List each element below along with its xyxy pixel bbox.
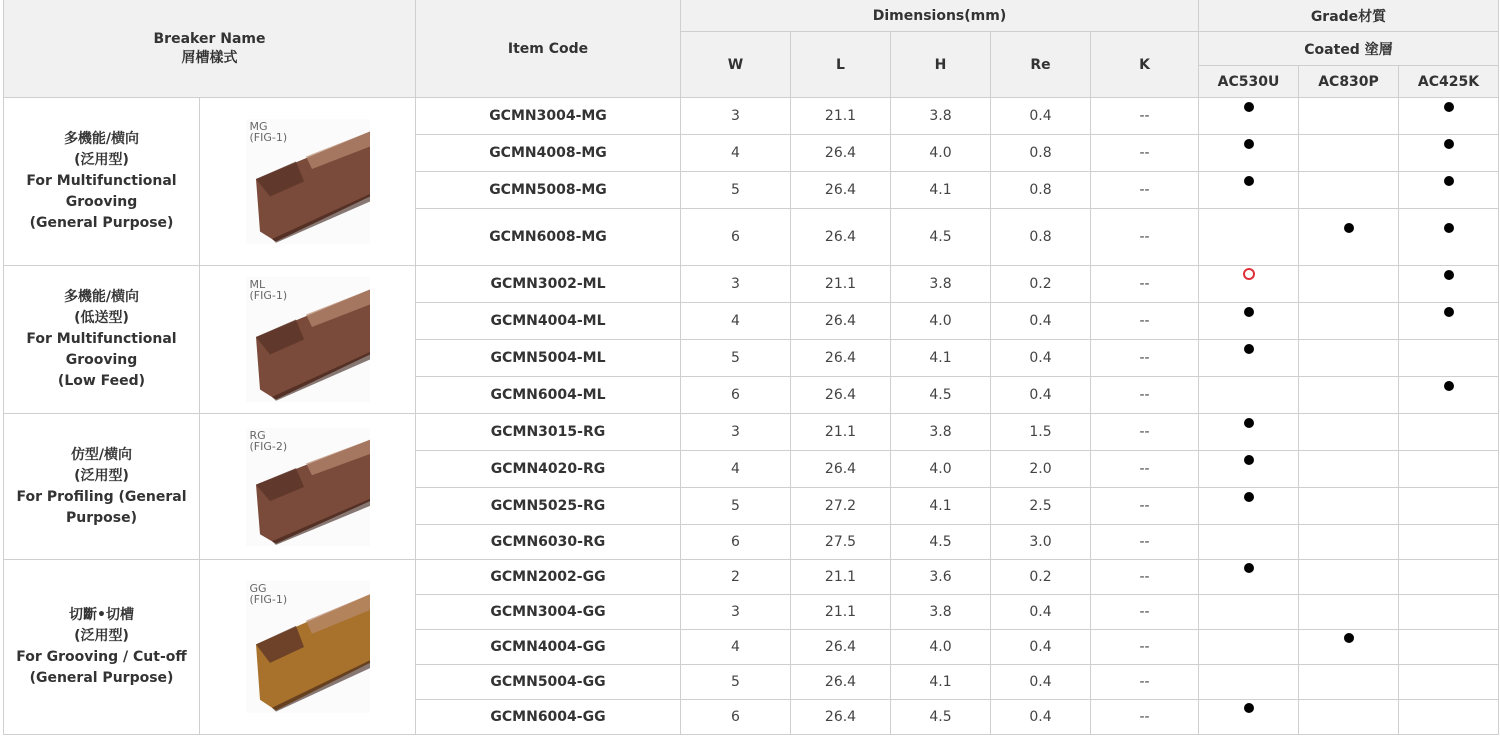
dim-w-cell: 4 — [681, 135, 791, 172]
dim-re-cell: 2.0 — [991, 451, 1091, 488]
breaker-name-line: (General Purpose) — [29, 670, 174, 686]
coated-header: Coated 塗層 — [1199, 32, 1499, 66]
dim-l-cell: 21.1 — [791, 266, 891, 303]
figure-caption-line: (FIG-2) — [249, 439, 288, 453]
dim-l-cell: 26.4 — [791, 303, 891, 340]
insert-photo — [246, 581, 370, 713]
product-table — [3, 0, 1499, 735]
filled-dot-icon — [1344, 223, 1354, 233]
grade-col-ac425k: AC425K — [1399, 66, 1499, 98]
item-code-cell: GCMN2002-GG — [416, 560, 681, 595]
grade-cell — [1399, 665, 1499, 700]
grade-cell — [1299, 303, 1399, 340]
grade-cell — [1399, 700, 1499, 735]
dim-w-cell: 3 — [681, 414, 791, 451]
grade-cell — [1399, 595, 1499, 630]
dim-l-cell: 21.1 — [791, 560, 891, 595]
dim-w-cell: 5 — [681, 340, 791, 377]
dim-k-cell: -- — [1091, 488, 1199, 525]
item-code-cell: GCMN5004-ML — [416, 340, 681, 377]
figure-caption-line: MG — [249, 120, 268, 133]
grade-cell — [1199, 451, 1299, 488]
dim-h-cell: 4.1 — [891, 488, 991, 525]
dim-k-cell: -- — [1091, 630, 1199, 665]
dim-re-cell: 0.4 — [991, 377, 1091, 414]
dim-k-cell: -- — [1091, 135, 1199, 172]
breaker-name-line: (低送型) — [74, 310, 129, 326]
dim-w-cell: 6 — [681, 700, 791, 735]
grade-cell — [1399, 172, 1499, 209]
dim-re-cell: 0.4 — [991, 98, 1091, 135]
dim-re-cell: 3.0 — [991, 525, 1091, 560]
dim-k-cell: -- — [1091, 340, 1199, 377]
filled-dot-icon — [1244, 176, 1254, 186]
grade-cell — [1299, 560, 1399, 595]
dim-h-cell: 4.1 — [891, 665, 991, 700]
dim-re-cell: 0.4 — [991, 630, 1091, 665]
grade-cell — [1299, 135, 1399, 172]
breaker-name-label: Breaker Name — [153, 30, 266, 47]
dim-k-cell: -- — [1091, 209, 1199, 266]
breaker-name-line: 多機能/横向 — [63, 131, 140, 147]
insert-photo — [246, 277, 370, 402]
breaker-name-line: 切斷•切槽 — [69, 607, 134, 623]
table-row — [4, 560, 1499, 595]
dim-l-cell: 27.5 — [791, 525, 891, 560]
figure-caption-line: GG — [249, 582, 267, 595]
grade-cell — [1299, 595, 1399, 630]
item-code-cell: GCMN6004-ML — [416, 377, 681, 414]
grade-cell — [1199, 488, 1299, 525]
dim-k-cell: -- — [1091, 98, 1199, 135]
table-body — [4, 98, 1499, 735]
filled-dot-icon — [1244, 344, 1254, 354]
dim-l-cell: 21.1 — [791, 595, 891, 630]
breaker-name-line: (泛用型) — [74, 152, 129, 168]
item-code-cell: GCMN3015-RG — [416, 414, 681, 451]
dim-l-cell: 26.4 — [791, 700, 891, 735]
grade-cell — [1399, 525, 1499, 560]
dim-h-cell: 4.0 — [891, 451, 991, 488]
filled-dot-icon — [1244, 139, 1254, 149]
item-code-cell: GCMN3004-MG — [416, 98, 681, 135]
dim-w-cell: 6 — [681, 377, 791, 414]
filled-dot-icon — [1444, 270, 1454, 280]
dim-k-cell: -- — [1091, 560, 1199, 595]
item-code-cell: GCMN6004-GG — [416, 700, 681, 735]
breaker-name-line: For Profiling (General — [16, 488, 187, 505]
grade-cell — [1199, 266, 1299, 303]
figure-caption — [250, 121, 288, 143]
grade-cell — [1299, 525, 1399, 560]
dim-re-cell: 0.4 — [991, 700, 1091, 735]
grade-cell — [1399, 451, 1499, 488]
dim-w-cell: 2 — [681, 560, 791, 595]
filled-dot-icon — [1444, 381, 1454, 391]
dim-h-cell: 4.5 — [891, 377, 991, 414]
breaker-image-cell — [200, 560, 416, 735]
item-code-cell: GCMN5008-MG — [416, 172, 681, 209]
grade-cell — [1399, 560, 1499, 595]
grade-cell — [1399, 303, 1499, 340]
dim-k-cell: -- — [1091, 451, 1199, 488]
dim-l-cell: 27.2 — [791, 488, 891, 525]
grade-cell — [1399, 414, 1499, 451]
grade-cell — [1399, 209, 1499, 266]
dim-w-cell: 4 — [681, 303, 791, 340]
dim-k-cell: -- — [1091, 595, 1199, 630]
grade-cell — [1199, 98, 1299, 135]
dim-col-w: W — [681, 32, 791, 98]
breaker-name-line: For Grooving / Cut-off — [16, 649, 187, 665]
dim-re-cell: 0.8 — [991, 209, 1091, 266]
open-circle-icon — [1243, 268, 1255, 280]
grade-cell — [1399, 266, 1499, 303]
filled-dot-icon — [1344, 633, 1354, 643]
breaker-image-cell — [200, 414, 416, 560]
grade-cell — [1199, 414, 1299, 451]
item-code-header: Item Code — [416, 0, 681, 98]
table-row — [4, 266, 1499, 303]
breaker-name-line: (General Purpose) — [29, 215, 174, 231]
filled-dot-icon — [1244, 307, 1254, 317]
figure-caption — [250, 279, 288, 301]
figure-caption-line: (FIG-1) — [249, 131, 288, 144]
dim-l-cell: 26.4 — [791, 665, 891, 700]
filled-dot-icon — [1244, 102, 1254, 112]
grade-col-ac530u: AC530U — [1199, 66, 1299, 98]
dim-col-k: K — [1091, 32, 1199, 98]
grade-cell — [1399, 488, 1499, 525]
grade-cell — [1299, 665, 1399, 700]
item-code-cell: GCMN3002-ML — [416, 266, 681, 303]
breaker-image-cell — [200, 98, 416, 266]
grade-cell — [1399, 340, 1499, 377]
breaker-name-line: Grooving — [65, 352, 138, 368]
dim-h-cell: 4.0 — [891, 135, 991, 172]
grade-cell — [1299, 414, 1399, 451]
filled-dot-icon — [1444, 176, 1454, 186]
dim-re-cell: 0.4 — [991, 303, 1091, 340]
dim-l-cell: 26.4 — [791, 340, 891, 377]
dim-l-cell: 26.4 — [791, 630, 891, 665]
grade-cell — [1299, 700, 1399, 735]
insert-photo — [246, 119, 370, 244]
grade-cell — [1299, 209, 1399, 266]
filled-dot-icon — [1244, 455, 1254, 465]
grade-cell — [1399, 377, 1499, 414]
breaker-name-cell — [4, 414, 200, 560]
grade-cell — [1299, 266, 1399, 303]
grade-cell — [1199, 525, 1299, 560]
dim-w-cell: 6 — [681, 525, 791, 560]
dim-h-cell: 3.6 — [891, 560, 991, 595]
filled-dot-icon — [1244, 492, 1254, 502]
dim-re-cell: 0.8 — [991, 135, 1091, 172]
breaker-name-cell — [4, 560, 200, 735]
breaker-name-line: (泛用型) — [74, 467, 129, 484]
dim-w-cell: 3 — [681, 595, 791, 630]
table-row — [4, 98, 1499, 135]
breaker-name-line: (泛用型) — [74, 628, 129, 644]
dim-col-h: H — [891, 32, 991, 98]
item-code-cell: GCMN5004-GG — [416, 665, 681, 700]
dim-w-cell: 6 — [681, 209, 791, 266]
breaker-name-header — [4, 0, 416, 98]
breaker-name-line: (Low Feed) — [57, 373, 146, 389]
item-code-cell: GCMN6030-RG — [416, 525, 681, 560]
dim-w-cell: 3 — [681, 266, 791, 303]
dim-re-cell: 2.5 — [991, 488, 1091, 525]
grade-cell — [1299, 488, 1399, 525]
grade-cell — [1399, 135, 1499, 172]
dim-h-cell: 4.1 — [891, 172, 991, 209]
figure-caption — [250, 583, 288, 605]
filled-dot-icon — [1244, 703, 1254, 713]
dim-re-cell: 0.4 — [991, 665, 1091, 700]
dim-k-cell: -- — [1091, 266, 1199, 303]
dim-k-cell: -- — [1091, 700, 1199, 735]
dim-h-cell: 4.1 — [891, 340, 991, 377]
breaker-name-line: Grooving — [65, 194, 138, 210]
filled-dot-icon — [1444, 223, 1454, 233]
dim-l-cell: 26.4 — [791, 135, 891, 172]
figure-caption-line: ML — [249, 278, 266, 291]
filled-dot-icon — [1444, 102, 1454, 112]
item-code-cell: GCMN5025-RG — [416, 488, 681, 525]
grade-cell — [1199, 209, 1299, 266]
dim-l-cell: 26.4 — [791, 209, 891, 266]
grade-header: Grade材質 — [1199, 0, 1499, 32]
dim-k-cell: -- — [1091, 303, 1199, 340]
dim-k-cell: -- — [1091, 377, 1199, 414]
dim-h-cell: 3.8 — [891, 595, 991, 630]
grade-cell — [1199, 135, 1299, 172]
grade-cell — [1199, 340, 1299, 377]
dim-col-re: Re — [991, 32, 1091, 98]
grade-cell — [1199, 665, 1299, 700]
grade-cell — [1299, 172, 1399, 209]
dim-k-cell: -- — [1091, 525, 1199, 560]
item-code-cell: GCMN4020-RG — [416, 451, 681, 488]
dim-h-cell: 3.8 — [891, 98, 991, 135]
dim-l-cell: 26.4 — [791, 377, 891, 414]
dim-re-cell: 0.2 — [991, 560, 1091, 595]
table-header — [4, 0, 1499, 98]
grade-cell — [1199, 560, 1299, 595]
insert-photo — [246, 428, 370, 546]
dim-h-cell: 3.8 — [891, 266, 991, 303]
dim-h-cell: 4.5 — [891, 700, 991, 735]
item-code-cell: GCMN6008-MG — [416, 209, 681, 266]
item-code-cell: GCMN4004-GG — [416, 630, 681, 665]
filled-dot-icon — [1244, 563, 1254, 573]
filled-dot-icon — [1244, 418, 1254, 428]
dim-w-cell: 5 — [681, 665, 791, 700]
grade-col-ac830p: AC830P — [1299, 66, 1399, 98]
item-code-cell: GCMN4004-ML — [416, 303, 681, 340]
grade-cell — [1299, 340, 1399, 377]
grade-cell — [1199, 172, 1299, 209]
breaker-image-cell — [200, 266, 416, 414]
dim-h-cell: 4.0 — [891, 630, 991, 665]
dim-re-cell: 0.2 — [991, 266, 1091, 303]
figure-caption — [250, 430, 288, 452]
breaker-name-line: For Multifunctional — [26, 173, 177, 189]
dim-re-cell: 0.8 — [991, 172, 1091, 209]
breaker-name-line: Purpose) — [66, 509, 137, 526]
figure-caption-line: RG — [249, 428, 266, 442]
dim-w-cell: 4 — [681, 630, 791, 665]
dim-w-cell: 3 — [681, 98, 791, 135]
dim-col-l: L — [791, 32, 891, 98]
grade-cell — [1199, 630, 1299, 665]
dim-l-cell: 21.1 — [791, 98, 891, 135]
grade-cell — [1399, 630, 1499, 665]
filled-dot-icon — [1444, 307, 1454, 317]
figure-caption-line: (FIG-1) — [249, 289, 288, 302]
breaker-name-label-cn: 屑槽樣式 — [181, 49, 238, 66]
breaker-name-line: For Multifunctional — [26, 331, 177, 347]
dim-w-cell: 5 — [681, 172, 791, 209]
dim-k-cell: -- — [1091, 172, 1199, 209]
item-code-cell: GCMN4008-MG — [416, 135, 681, 172]
grade-cell — [1299, 451, 1399, 488]
dim-h-cell: 4.5 — [891, 209, 991, 266]
breaker-name-line: 多機能/横向 — [63, 289, 140, 305]
dim-h-cell: 4.0 — [891, 303, 991, 340]
grade-cell — [1299, 377, 1399, 414]
grade-cell — [1299, 98, 1399, 135]
grade-cell — [1199, 303, 1299, 340]
dim-w-cell: 5 — [681, 488, 791, 525]
dim-re-cell: 0.4 — [991, 340, 1091, 377]
grade-cell — [1199, 377, 1299, 414]
breaker-name-cell — [4, 98, 200, 266]
dim-k-cell: -- — [1091, 665, 1199, 700]
dim-l-cell: 21.1 — [791, 414, 891, 451]
grade-cell — [1299, 630, 1399, 665]
filled-dot-icon — [1444, 139, 1454, 149]
dim-w-cell: 4 — [681, 451, 791, 488]
figure-caption-line: (FIG-1) — [249, 593, 288, 606]
dim-l-cell: 26.4 — [791, 172, 891, 209]
grade-cell — [1399, 98, 1499, 135]
grade-cell — [1199, 595, 1299, 630]
dimensions-header: Dimensions(mm) — [681, 0, 1199, 32]
breaker-name-cell — [4, 266, 200, 414]
grade-cell — [1199, 700, 1299, 735]
dim-h-cell: 4.5 — [891, 525, 991, 560]
dim-h-cell: 3.8 — [891, 414, 991, 451]
dim-l-cell: 26.4 — [791, 451, 891, 488]
item-code-cell: GCMN3004-GG — [416, 595, 681, 630]
table-row — [4, 414, 1499, 451]
dim-re-cell: 0.4 — [991, 595, 1091, 630]
dim-re-cell: 1.5 — [991, 414, 1091, 451]
dim-k-cell: -- — [1091, 414, 1199, 451]
breaker-name-line: 仿型/横向 — [70, 446, 133, 463]
